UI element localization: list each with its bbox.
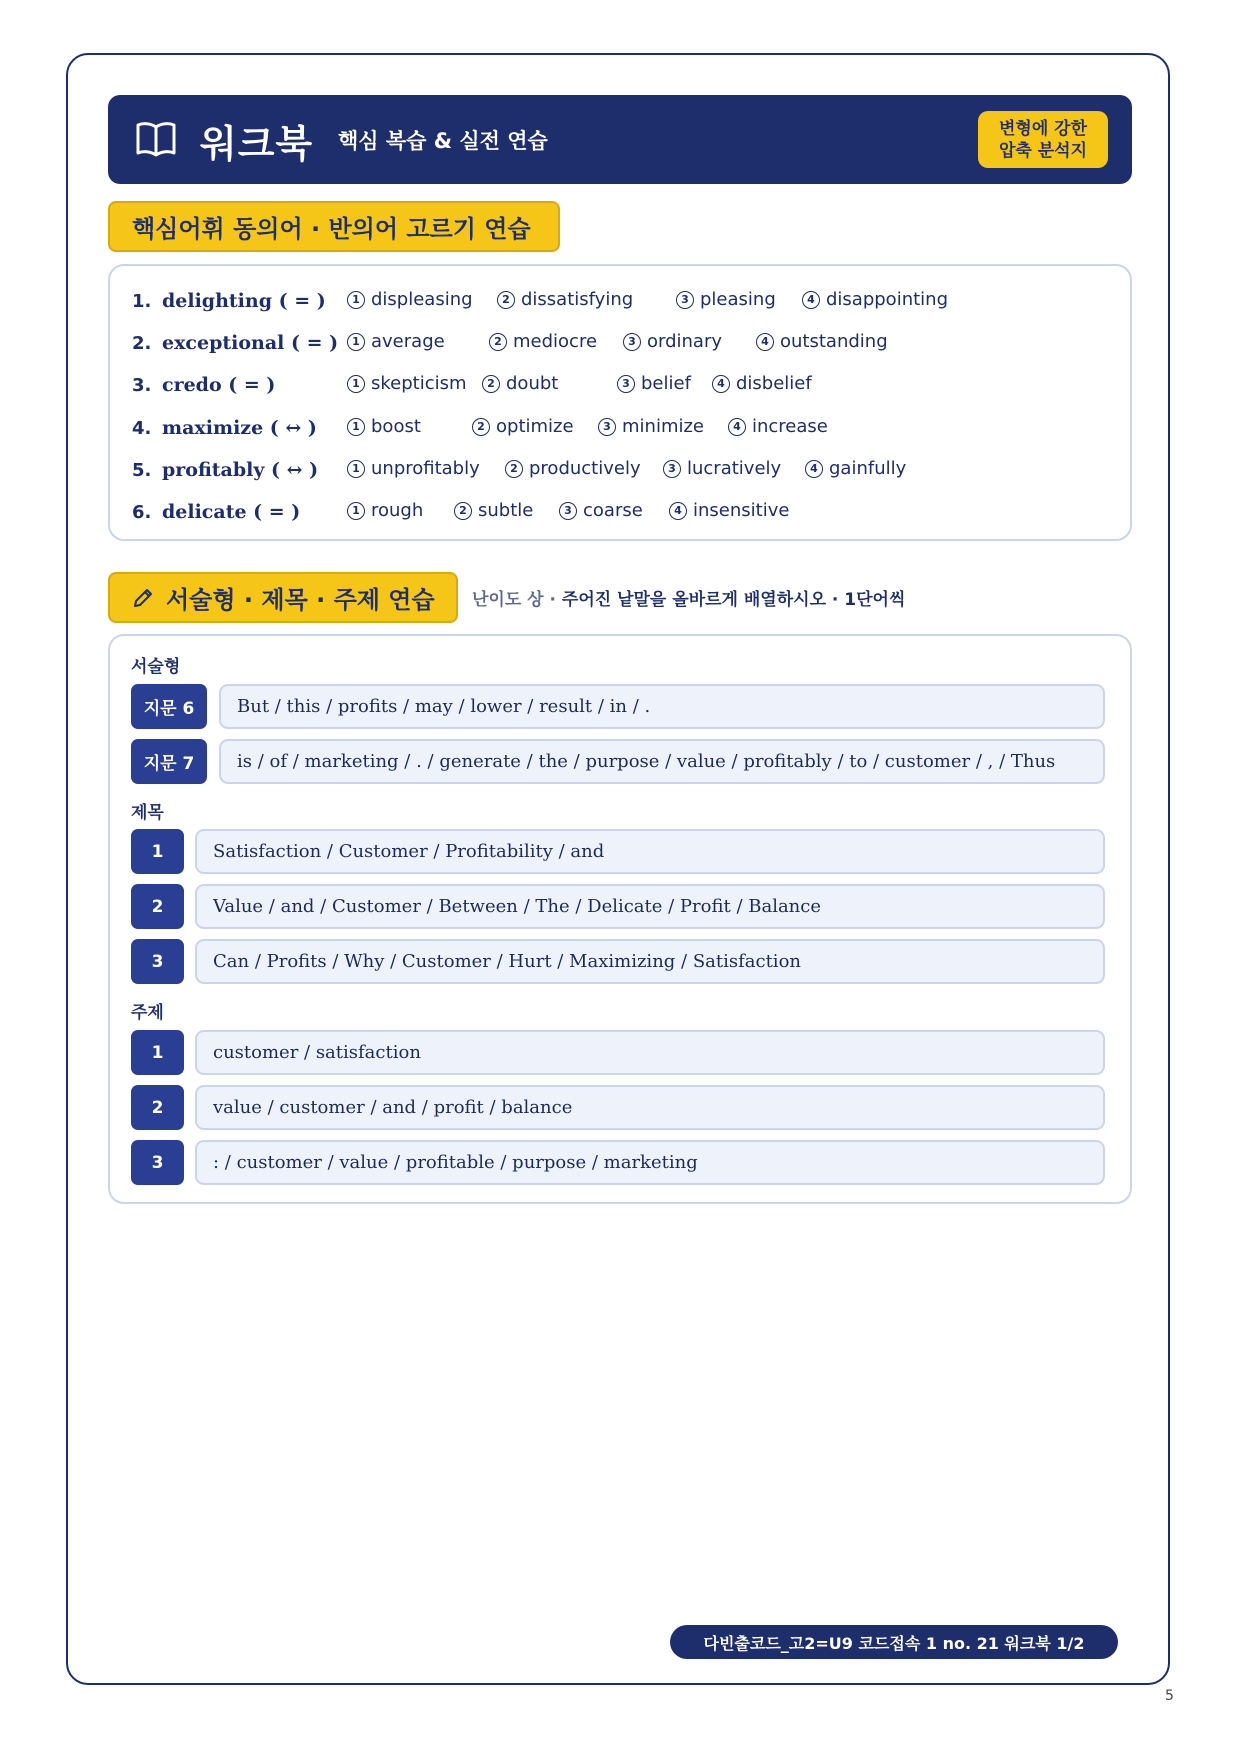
vocab-word: delighting ( = ) <box>162 290 326 312</box>
vocab-word: delicate ( = ) <box>162 501 301 523</box>
title-answer-box-3[interactable]: Can / Profits / Why / Customer / Hurt / Maximizing / Satisfaction <box>195 939 1105 984</box>
option-number-circle: 4 <box>805 460 823 478</box>
vocab-section-title <box>108 201 560 252</box>
vocab-option[interactable] <box>347 416 421 437</box>
option-number-circle: 2 <box>489 333 507 351</box>
title-label: 제목 <box>131 803 164 823</box>
vocab-option-text: average <box>371 331 445 352</box>
option-number-circle: 3 <box>623 333 641 351</box>
practice-section-title <box>108 572 458 623</box>
vocab-number: 6. <box>132 501 152 523</box>
vocab-option[interactable] <box>805 458 906 479</box>
vocab-panel <box>108 264 1132 541</box>
vocab-number: 1. <box>132 290 152 312</box>
difficulty-level: 난이도 상 · <box>472 590 556 610</box>
vocab-option-text: disbelief <box>736 373 812 394</box>
page-subtitle: 핵심 복습 & 실전 연습 <box>338 129 548 153</box>
vocab-option-text: belief <box>641 373 691 394</box>
vocab-option[interactable] <box>454 500 533 521</box>
vocab-option[interactable] <box>347 331 445 352</box>
vocab-option[interactable] <box>623 331 722 352</box>
option-number-circle: 3 <box>598 418 616 436</box>
book-icon <box>136 121 176 157</box>
topic-label: 주제 <box>131 1003 164 1023</box>
essay-answer-box-1[interactable]: But / this / profits / may / lower / result / in / . <box>219 684 1105 729</box>
difficulty-note <box>472 585 905 610</box>
option-number-circle: 4 <box>802 291 820 309</box>
vocab-option[interactable] <box>497 289 633 310</box>
topic-answer-box-3[interactable]: : / customer / value / profitable / purpose / marketing <box>195 1140 1105 1185</box>
option-number-circle: 2 <box>505 460 523 478</box>
vocab-option-text: insensitive <box>693 500 790 521</box>
essay-answer-box-2[interactable]: is / of / marketing / . / generate / the / purpose / value / profitably / to / customer / , / Thus <box>219 739 1105 784</box>
vocab-row <box>132 370 1092 400</box>
vocab-option[interactable] <box>712 373 812 394</box>
vocab-option[interactable] <box>347 458 480 479</box>
option-number-circle: 2 <box>472 418 490 436</box>
page-number: 5 <box>1165 1688 1174 1704</box>
vocab-option-text: subtle <box>478 500 534 521</box>
vocab-option[interactable] <box>756 331 888 352</box>
option-number-circle: 1 <box>347 502 365 520</box>
vocab-option-text: ordinary <box>647 331 723 352</box>
page-title: 워크북 <box>200 122 314 166</box>
vocab-option[interactable] <box>728 416 828 437</box>
vocab-number: 5. <box>132 459 152 481</box>
vocab-row <box>132 497 1092 527</box>
option-number-circle: 3 <box>617 375 635 393</box>
option-number-circle: 1 <box>347 460 365 478</box>
vocab-option[interactable] <box>347 289 473 310</box>
title-answer-box-2[interactable]: Value / and / Customer / Between / The / Delicate / Profit / Balance <box>195 884 1105 929</box>
option-number-circle: 3 <box>663 460 681 478</box>
option-number-circle: 3 <box>676 291 694 309</box>
vocab-option-text: productively <box>529 458 641 479</box>
vocab-option-text: increase <box>752 416 828 437</box>
vocab-option-text: rough <box>371 500 424 521</box>
title-tag-3: 3 <box>131 939 184 984</box>
topic-tag-3: 3 <box>131 1140 184 1185</box>
header-badge <box>978 111 1108 168</box>
essay-label: 서술형 <box>131 657 181 677</box>
vocab-option-text: skepticism <box>371 373 467 394</box>
option-number-circle: 3 <box>559 502 577 520</box>
topic-tag-2: 2 <box>131 1085 184 1130</box>
vocab-option[interactable] <box>505 458 641 479</box>
vocab-option[interactable] <box>489 331 597 352</box>
vocab-word: profitably ( ↔ ) <box>162 459 319 481</box>
vocab-option-text: outstanding <box>780 331 888 352</box>
topic-answer-box-2[interactable]: value / customer / and / profit / balance <box>195 1085 1105 1130</box>
vocab-option-text: minimize <box>622 416 705 437</box>
vocab-option[interactable] <box>676 289 776 310</box>
option-number-circle: 4 <box>712 375 730 393</box>
vocab-word: exceptional ( = ) <box>162 332 339 354</box>
vocab-option-text: doubt <box>506 373 559 394</box>
vocab-option[interactable] <box>482 373 558 394</box>
vocab-row <box>132 286 1092 316</box>
topic-answer-box-1[interactable]: customer / satisfaction <box>195 1030 1105 1075</box>
vocab-option[interactable] <box>669 500 789 521</box>
option-number-circle: 1 <box>347 375 365 393</box>
title-tag-1: 1 <box>131 829 184 874</box>
footer-code-badge: 다빈출코드_고2=U9 코드접속 1 no. 21 워크북 1/2 <box>670 1625 1118 1659</box>
vocab-word: credo ( = ) <box>162 374 276 396</box>
option-number-circle: 1 <box>347 418 365 436</box>
vocab-option-text: unprofitably <box>371 458 480 479</box>
vocab-option-text: pleasing <box>700 289 776 310</box>
vocab-row <box>132 413 1092 443</box>
topic-tag-1: 1 <box>131 1030 184 1075</box>
vocab-option[interactable] <box>617 373 691 394</box>
option-number-circle: 4 <box>756 333 774 351</box>
practice-section-title-text: 서술형 · 제목 · 주제 연습 <box>166 586 435 614</box>
option-number-circle: 1 <box>347 333 365 351</box>
option-number-circle: 4 <box>728 418 746 436</box>
option-number-circle: 2 <box>454 502 472 520</box>
essay-tag-2: 지문 7 <box>131 739 207 784</box>
badge-line-2: 압축 분석지 <box>998 140 1088 161</box>
vocab-option[interactable] <box>802 289 948 310</box>
vocab-option-text: dissatisfying <box>521 289 634 310</box>
vocab-section-title-text: 핵심어휘 동의어 · 반의어 고르기 연습 <box>132 215 531 243</box>
option-number-circle: 1 <box>347 291 365 309</box>
workbook-header <box>108 95 1132 184</box>
option-number-circle: 4 <box>669 502 687 520</box>
vocab-option-text: mediocre <box>513 331 598 352</box>
vocab-option-text: optimize <box>496 416 574 437</box>
pencil-icon <box>132 587 154 609</box>
vocab-row <box>132 328 1092 358</box>
vocab-option-text: coarse <box>583 500 643 521</box>
vocab-option[interactable] <box>347 500 423 521</box>
vocab-option[interactable] <box>472 416 574 437</box>
instruction-text: 주어진 낱말을 올바르게 배열하시오 · 1단어씩 <box>561 590 906 610</box>
vocab-option[interactable] <box>347 373 467 394</box>
vocab-option-text: gainfully <box>829 458 907 479</box>
option-number-circle: 2 <box>482 375 500 393</box>
vocab-option-text: disappointing <box>826 289 949 310</box>
vocab-option-text: boost <box>371 416 421 437</box>
vocab-option[interactable] <box>598 416 704 437</box>
vocab-option[interactable] <box>663 458 781 479</box>
vocab-option-text: displeasing <box>371 289 473 310</box>
badge-line-1: 변형에 강한 <box>998 118 1088 139</box>
vocab-number: 3. <box>132 374 152 396</box>
vocab-word: maximize ( ↔ ) <box>162 417 317 439</box>
vocab-row <box>132 455 1092 485</box>
option-number-circle: 2 <box>497 291 515 309</box>
vocab-number: 2. <box>132 332 152 354</box>
vocab-number: 4. <box>132 417 152 439</box>
title-tag-2: 2 <box>131 884 184 929</box>
title-answer-box-1[interactable]: Satisfaction / Customer / Profitability / and <box>195 829 1105 874</box>
vocab-option-text: lucratively <box>687 458 782 479</box>
essay-tag-1: 지문 6 <box>131 684 207 729</box>
vocab-option[interactable] <box>559 500 643 521</box>
